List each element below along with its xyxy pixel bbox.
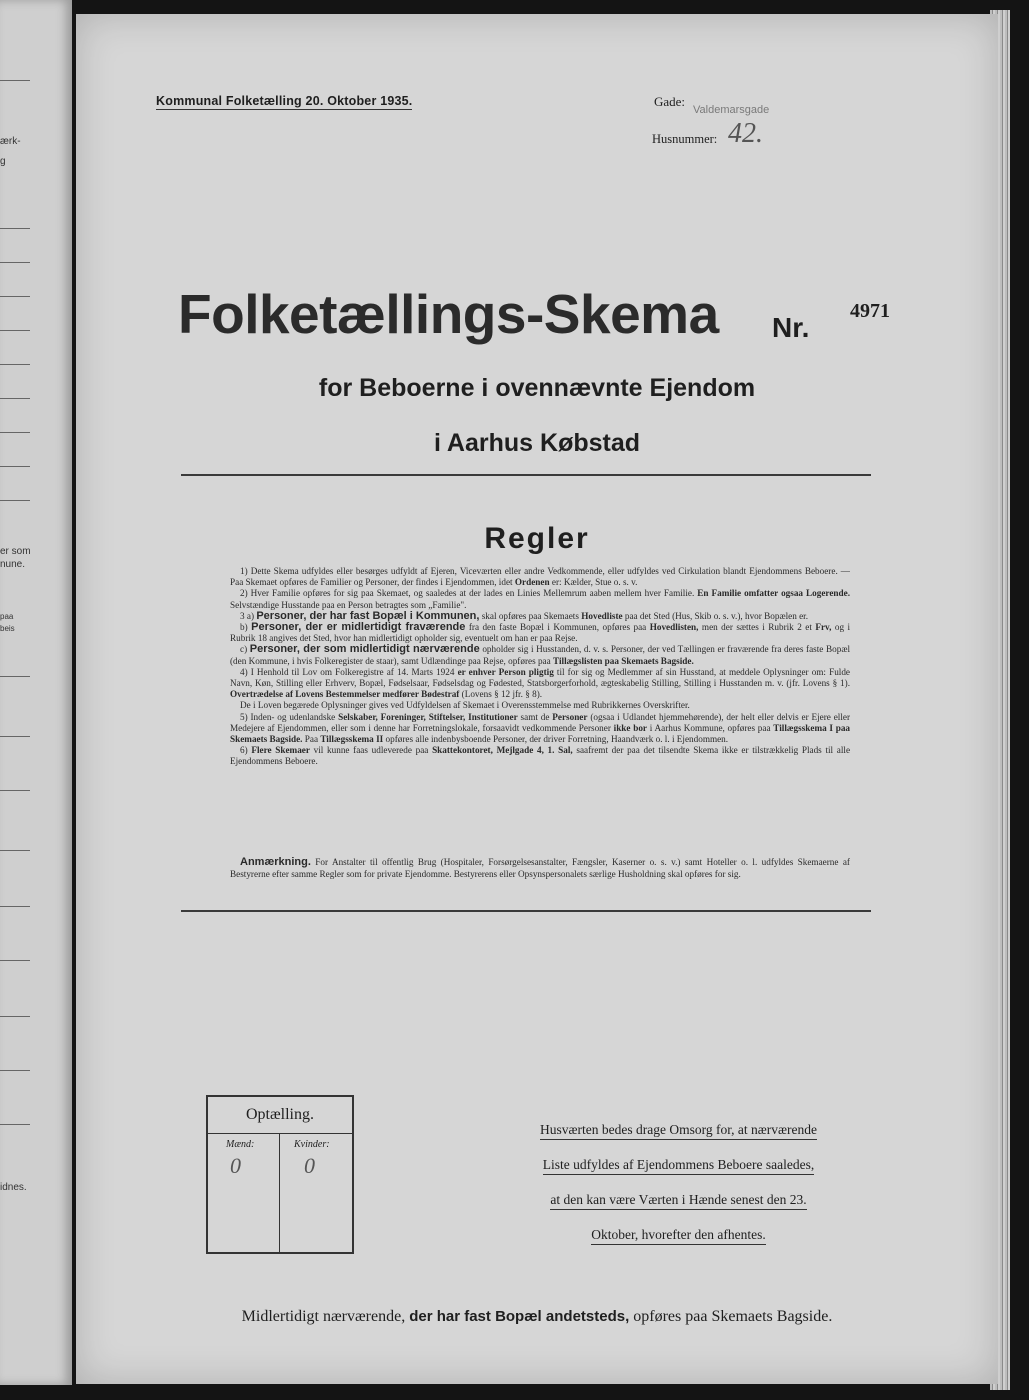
rule-3b: b) Personer, der er midlertidigt fraværende fra den faste Bopæl i Kommunen, opføres paa Hovedlisten, men der sættes i Rubrik 2 et Frv, og i Rubrik 18 angives det Sted, hvor han midlertidigt opholder sig, eventuelt om han er paa Rejse. xyxy=(230,621,851,644)
rule-1: 1) Dette Skema udfyldes eller besørges udfyldt af Ejeren, Viceværten eller andre Vedkommende, eller udfyldes ved Cirkulation blandt Ejendommens Beboere. — Paa Skemaet opføres de Familier og Personer, der findes i Ejendommen, idet Ordenen er: Kælder, Stue o. s. v. xyxy=(230,566,850,588)
rule-line xyxy=(0,466,30,467)
rule-line xyxy=(0,296,30,297)
count-box-title: Optælling. xyxy=(208,1097,352,1134)
page-fragment: idnes. xyxy=(0,1182,27,1193)
house-number-value: 42. xyxy=(728,118,763,149)
house-number-label: Husnummer: xyxy=(652,132,718,146)
divider-top xyxy=(181,474,871,476)
remark-label: Anmærkning. xyxy=(240,856,311,868)
divider-bottom xyxy=(181,910,871,912)
footer-part: Midlertidigt nærværende, xyxy=(241,1308,406,1325)
rule-line xyxy=(0,432,30,433)
form-title: Folketællings-Skema xyxy=(178,283,719,345)
rule-line xyxy=(0,906,30,907)
women-count: 0 xyxy=(304,1153,315,1178)
count-box xyxy=(206,1095,354,1254)
rule-2: 2) Hver Familie opføres for sig paa Skemaet, og saaledes at der lades en Linies Mellemrum aaben mellem hver Familie. En Familie omfatter ogsaa Logerende. Selvstændige Husstande paa en Person betragtes som „Familie". xyxy=(230,588,850,610)
rule-line xyxy=(0,790,30,791)
rule-line xyxy=(0,80,30,81)
remark-paragraph xyxy=(230,857,850,880)
rule-line xyxy=(0,500,30,501)
street-value: Valdemarsgade xyxy=(693,104,770,116)
page-fragment: nune. xyxy=(0,559,26,570)
notice-line: Husværten bedes drage Omsorg for, at nærværende xyxy=(540,1122,817,1140)
rule-line xyxy=(0,960,30,961)
page-fragment: paa xyxy=(0,612,14,621)
rule-line xyxy=(0,228,30,229)
rule-line xyxy=(0,1016,30,1017)
form-subtitle: for Beboerne i ovennævnte Ejendom xyxy=(318,374,756,402)
rule-line xyxy=(0,330,30,331)
rule-line xyxy=(0,1124,30,1125)
street-label: Gade: xyxy=(654,94,686,109)
footer-part: opføres paa Skemaets Bagside. xyxy=(633,1308,833,1325)
rule-line xyxy=(0,262,30,263)
footer-part-bold: der har fast Bopæl andetsteds, xyxy=(409,1308,630,1325)
rule-3c: c) Personer, der som midlertidigt nærværende opholder sig i Husstanden, d. v. s. Personer, der ved Tællingen er fraværende fra deres faste Bopæl (den Kommune, i hvis Folkeregister de staar), samt Udlændinge paa Rejse, opføres paa Tillægslisten paa Skemaets Bagside. xyxy=(230,643,851,666)
count-box-divider xyxy=(279,1133,280,1252)
page-fragment: beis xyxy=(0,624,15,633)
rule-5: 5) Inden- og udenlandske Selskaber, Foreninger, Stiftelser, Institutioner samt de Personer (ogsaa i Udlandet hjemmehørende), der helt eller delvis er Ejere eller Medejere af Ejendommen, eller som i denne har Forretningslokale, forsaavidt vedkommende Personer ikke bor i Aarhus Kommune, opføres paa Tillægsskema I paa Skemaets Bagside. Paa Tillægsskema II opføres alle indenbysboende Personer, der driver Forretning, Haandværk o. l. i Ejendommen. xyxy=(230,711,851,745)
rules-text xyxy=(230,566,850,768)
rule-6: 6) Flere Skemaer vil kunne faas udleverede paa Skattekontoret, Mejlgade 4, 1. Sal, saafremt der paa det tilsendte Skema ikke er tilstrækkelig Plads til alle Ejendommens Beboere. xyxy=(230,745,851,767)
notice-line: at den kan være Værten i Hænde senest den 23. xyxy=(550,1192,806,1210)
form-number-label: Nr. xyxy=(772,312,810,343)
rule-line xyxy=(0,850,30,851)
rule-line xyxy=(0,676,30,677)
rule-line xyxy=(0,736,30,737)
page-fragment: g xyxy=(0,156,6,167)
footer-note xyxy=(76,1308,998,1326)
rule-4: 4) I Henhold til Lov om Folkeregistre af 14. Marts 1924 er enhver Person pligtig til for sig og Medlemmer af sin Husstand, at meddele Oplysninger om: Fulde Navn, Køn, Stilling eller Erhverv, Bopæl, Fødselsaar, Fødselsdag og Fødested, Statsborgerforhold, ægteskabelig Stilling, Stilling i Husstanden m. v. (jfr. Lovens § 1). Overtrædelse af Lovens Bestemmelser medfører Bødestraf (Lovens § 12 jfr. § 8). xyxy=(230,666,851,700)
notice-line: Liste udfyldes af Ejendommens Beboere saaledes, xyxy=(543,1157,814,1175)
landlord-notice xyxy=(506,1112,851,1252)
remark-text: For Anstalter til offentlig Brug (Hospitaler, Forsørgelsesanstalter, Fængsler, Kaserner o. s. v.) samt Hoteller o. l. udfyldes Skemaerne af Bestyrerne efter samme Regler som for private Ejendomme. Bestyrerens eller Opsynspersonalets særlige Husholdning skal opføres for sig. xyxy=(230,857,850,879)
rule-line xyxy=(0,1070,30,1071)
rule-line xyxy=(0,364,30,365)
rule-line xyxy=(0,398,30,399)
rules-heading: Regler xyxy=(484,522,590,555)
notice-line: Oktober, hvorefter den afhentes. xyxy=(591,1227,766,1245)
men-label: Mænd: xyxy=(226,1139,255,1150)
rule-4-note: De i Loven begærede Oplysninger gives ved Udfyldelsen af Skemaet i Overensstemmelse med Rubrikkernes Overskrifter. xyxy=(240,700,690,711)
page-fragment: ærk- xyxy=(0,136,21,147)
census-form-page xyxy=(76,14,998,1384)
page-fragment: er som xyxy=(0,546,31,557)
form-subtitle-city: i Aarhus Købstad xyxy=(433,429,641,457)
women-label: Kvinder: xyxy=(294,1139,330,1150)
form-number-value: 4971 xyxy=(850,300,890,322)
census-date-line: Kommunal Folketælling 20. Oktober 1935. xyxy=(156,94,413,108)
facing-page-edge xyxy=(0,0,72,1385)
rule-3a: 3 a) Personer, der har fast Bopæl i Kommunen, skal opføres paa Skemaets Hovedliste paa det Sted (Hus, Skib o. s. v.), hvor Bopælen er. xyxy=(240,609,809,622)
men-count: 0 xyxy=(230,1153,241,1178)
